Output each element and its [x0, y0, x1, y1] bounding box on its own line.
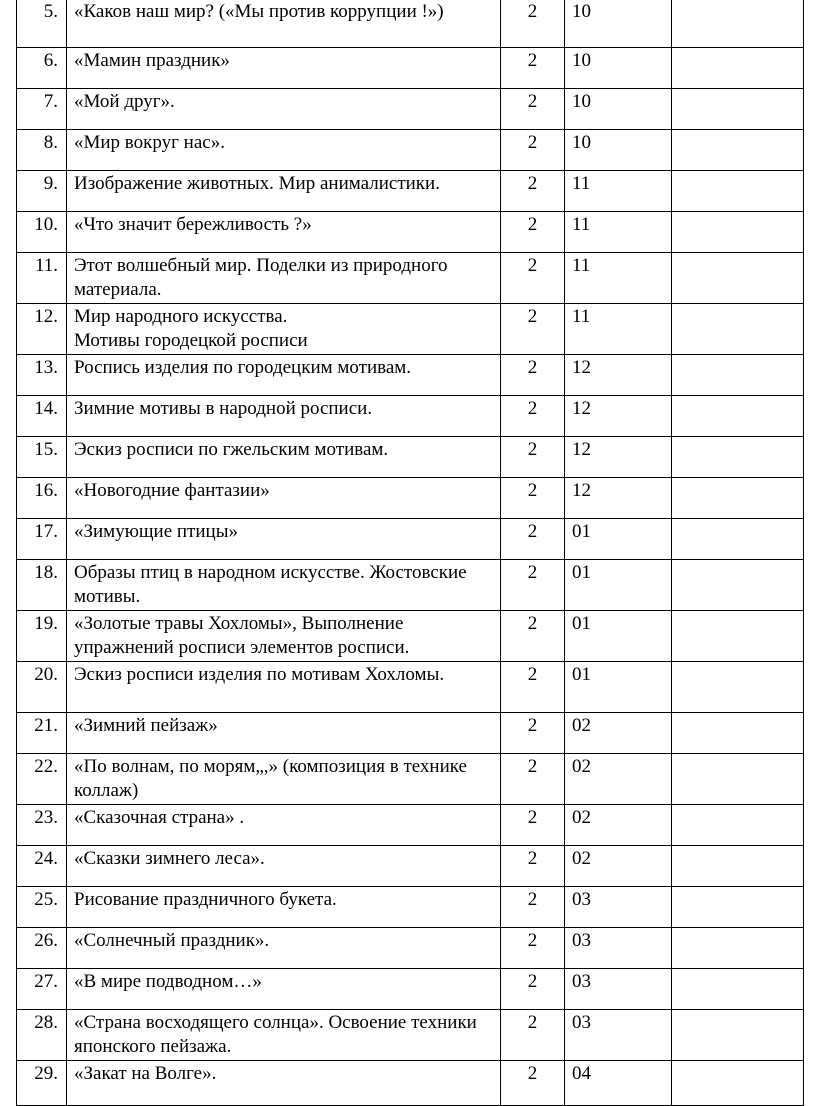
table-row: [17, 754, 804, 805]
notes-cell: [672, 519, 804, 560]
lesson-number-cell: 17.: [17, 519, 67, 560]
notes-cell: [672, 754, 804, 805]
lesson-month-cell: 03: [565, 887, 672, 928]
lesson-month-cell: 01: [565, 611, 672, 662]
notes-cell: [672, 396, 804, 437]
lesson-month-cell: 12: [565, 396, 672, 437]
notes-cell: [672, 560, 804, 611]
notes-cell: [672, 928, 804, 969]
lesson-month-cell: 01: [565, 519, 672, 560]
lesson-number-cell: 9.: [17, 171, 67, 212]
lesson-month-cell: 12: [565, 478, 672, 519]
lesson-hours-cell: 2: [501, 713, 565, 754]
lesson-number-cell: 5.: [17, 0, 67, 48]
lesson-hours-cell: 2: [501, 846, 565, 887]
lesson-number-cell: 23.: [17, 805, 67, 846]
lesson-topic-cell: «Новогодние фантазии»: [67, 478, 501, 519]
notes-cell: [672, 611, 804, 662]
table-row: [17, 662, 804, 713]
lesson-topic-cell: «Каков наш мир? («Мы против коррупции !»): [67, 0, 501, 48]
table-row: [17, 396, 804, 437]
table-row: [17, 212, 804, 253]
table-row: [17, 0, 804, 48]
table-row: [17, 519, 804, 560]
table-row: [17, 253, 804, 304]
lesson-month-cell: 10: [565, 130, 672, 171]
table-row: [17, 846, 804, 887]
lesson-topic-cell: Мир народного искусства. Мотивы городецкой росписи: [67, 304, 501, 355]
lesson-number-cell: 18.: [17, 560, 67, 611]
lesson-topic-cell: «Сказки зимнего леса».: [67, 846, 501, 887]
table-row: [17, 928, 804, 969]
notes-cell: [672, 713, 804, 754]
notes-cell: [672, 48, 804, 89]
notes-cell: [672, 89, 804, 130]
lesson-number-cell: 8.: [17, 130, 67, 171]
lesson-topic-cell: «Солнечный праздник».: [67, 928, 501, 969]
lesson-hours-cell: 2: [501, 1010, 565, 1061]
lesson-month-cell: 10: [565, 0, 672, 48]
lesson-number-cell: 22.: [17, 754, 67, 805]
lesson-topic-cell: Рисование праздничного букета.: [67, 887, 501, 928]
lesson-number-cell: 12.: [17, 304, 67, 355]
lesson-hours-cell: 2: [501, 355, 565, 396]
lesson-number-cell: 13.: [17, 355, 67, 396]
lesson-topic-cell: «Мамин праздник»: [67, 48, 501, 89]
lesson-hours-cell: 2: [501, 48, 565, 89]
lesson-month-cell: 01: [565, 662, 672, 713]
lesson-topic-cell: «Страна восходящего солнца». Освоение техники японского пейзажа.: [67, 1010, 501, 1061]
lesson-hours-cell: 2: [501, 437, 565, 478]
lesson-number-cell: 10.: [17, 212, 67, 253]
lesson-number-cell: 27.: [17, 969, 67, 1010]
notes-cell: [672, 171, 804, 212]
lesson-topic-cell: «По волнам, по морям„,» (композиция в технике коллаж): [67, 754, 501, 805]
lesson-month-cell: 11: [565, 304, 672, 355]
lesson-number-cell: 25.: [17, 887, 67, 928]
notes-cell: [672, 887, 804, 928]
lesson-hours-cell: 2: [501, 887, 565, 928]
table-row: [17, 355, 804, 396]
lesson-hours-cell: 2: [501, 754, 565, 805]
lesson-month-cell: 10: [565, 89, 672, 130]
table-row: [17, 171, 804, 212]
lesson-hours-cell: 2: [501, 171, 565, 212]
lesson-topic-cell: «Мой друг».: [67, 89, 501, 130]
lesson-topic-cell: «Что значит бережливость ?»: [67, 212, 501, 253]
notes-cell: [672, 1061, 804, 1106]
lesson-hours-cell: 2: [501, 304, 565, 355]
lesson-number-cell: 20.: [17, 662, 67, 713]
lesson-number-cell: 16.: [17, 478, 67, 519]
notes-cell: [672, 969, 804, 1010]
lesson-month-cell: 03: [565, 1010, 672, 1061]
lesson-plan-table: [16, 0, 804, 1106]
lesson-topic-cell: Изображение животных. Мир анималистики.: [67, 171, 501, 212]
lesson-number-cell: 15.: [17, 437, 67, 478]
lesson-number-cell: 24.: [17, 846, 67, 887]
lesson-hours-cell: 2: [501, 1061, 565, 1106]
lesson-topic-cell: «Золотые травы Хохломы», Выполнение упражнений росписи элементов росписи.: [67, 611, 501, 662]
notes-cell: [672, 0, 804, 48]
lesson-month-cell: 01: [565, 560, 672, 611]
lesson-month-cell: 02: [565, 713, 672, 754]
lesson-month-cell: 02: [565, 805, 672, 846]
lesson-topic-cell: «Мир вокруг нас».: [67, 130, 501, 171]
lesson-hours-cell: 2: [501, 0, 565, 48]
notes-cell: [672, 846, 804, 887]
notes-cell: [672, 130, 804, 171]
notes-cell: [672, 662, 804, 713]
lesson-topic-cell: Этот волшебный мир. Поделки из природного материала.: [67, 253, 501, 304]
lesson-hours-cell: 2: [501, 805, 565, 846]
lesson-number-cell: 28.: [17, 1010, 67, 1061]
lesson-hours-cell: 2: [501, 89, 565, 130]
table-row: [17, 437, 804, 478]
table-row: [17, 560, 804, 611]
lesson-number-cell: 14.: [17, 396, 67, 437]
table-row: [17, 1010, 804, 1061]
lesson-topic-cell: Роспись изделия по городецким мотивам.: [67, 355, 501, 396]
lesson-month-cell: 04: [565, 1061, 672, 1106]
lesson-month-cell: 10: [565, 48, 672, 89]
lesson-hours-cell: 2: [501, 212, 565, 253]
lesson-topic-cell: «Сказочная страна» .: [67, 805, 501, 846]
table-row: [17, 1061, 804, 1106]
lesson-hours-cell: 2: [501, 662, 565, 713]
notes-cell: [672, 212, 804, 253]
table-row: [17, 89, 804, 130]
table-row: [17, 805, 804, 846]
table-row: [17, 478, 804, 519]
table-row: [17, 713, 804, 754]
table-row: [17, 130, 804, 171]
lesson-hours-cell: 2: [501, 519, 565, 560]
lesson-hours-cell: 2: [501, 396, 565, 437]
lesson-month-cell: 11: [565, 253, 672, 304]
lesson-hours-cell: 2: [501, 253, 565, 304]
lesson-number-cell: 6.: [17, 48, 67, 89]
lesson-number-cell: 26.: [17, 928, 67, 969]
lesson-topic-cell: «Зимующие птицы»: [67, 519, 501, 560]
notes-cell: [672, 478, 804, 519]
table-row: [17, 48, 804, 89]
lesson-topic-cell: Зимние мотивы в народной росписи.: [67, 396, 501, 437]
notes-cell: [672, 253, 804, 304]
lesson-number-cell: 19.: [17, 611, 67, 662]
lesson-number-cell: 21.: [17, 713, 67, 754]
lesson-topic-cell: «Закат на Волге».: [67, 1061, 501, 1106]
lesson-month-cell: 11: [565, 212, 672, 253]
table-row: [17, 887, 804, 928]
lesson-number-cell: 11.: [17, 253, 67, 304]
table-row: [17, 304, 804, 355]
lesson-hours-cell: 2: [501, 478, 565, 519]
lesson-number-cell: 7.: [17, 89, 67, 130]
lesson-plan-body: [17, 0, 804, 1106]
notes-cell: [672, 1010, 804, 1061]
lesson-month-cell: 02: [565, 754, 672, 805]
lesson-hours-cell: 2: [501, 969, 565, 1010]
lesson-hours-cell: 2: [501, 130, 565, 171]
lesson-number-cell: 29.: [17, 1061, 67, 1106]
lesson-hours-cell: 2: [501, 611, 565, 662]
lesson-month-cell: 11: [565, 171, 672, 212]
lesson-month-cell: 02: [565, 846, 672, 887]
lesson-month-cell: 03: [565, 969, 672, 1010]
lesson-month-cell: 12: [565, 437, 672, 478]
lesson-month-cell: 12: [565, 355, 672, 396]
notes-cell: [672, 355, 804, 396]
lesson-hours-cell: 2: [501, 560, 565, 611]
table-row: [17, 969, 804, 1010]
lesson-month-cell: 03: [565, 928, 672, 969]
lesson-topic-cell: Эскиз росписи по гжельским мотивам.: [67, 437, 501, 478]
notes-cell: [672, 304, 804, 355]
lesson-topic-cell: Эскиз росписи изделия по мотивам Хохломы.: [67, 662, 501, 713]
lesson-topic-cell: Образы птиц в народном искусстве. Жостовские мотивы.: [67, 560, 501, 611]
notes-cell: [672, 805, 804, 846]
table-row: [17, 611, 804, 662]
lesson-hours-cell: 2: [501, 928, 565, 969]
notes-cell: [672, 437, 804, 478]
lesson-topic-cell: «В мире подводном…»: [67, 969, 501, 1010]
lesson-topic-cell: «Зимний пейзаж»: [67, 713, 501, 754]
